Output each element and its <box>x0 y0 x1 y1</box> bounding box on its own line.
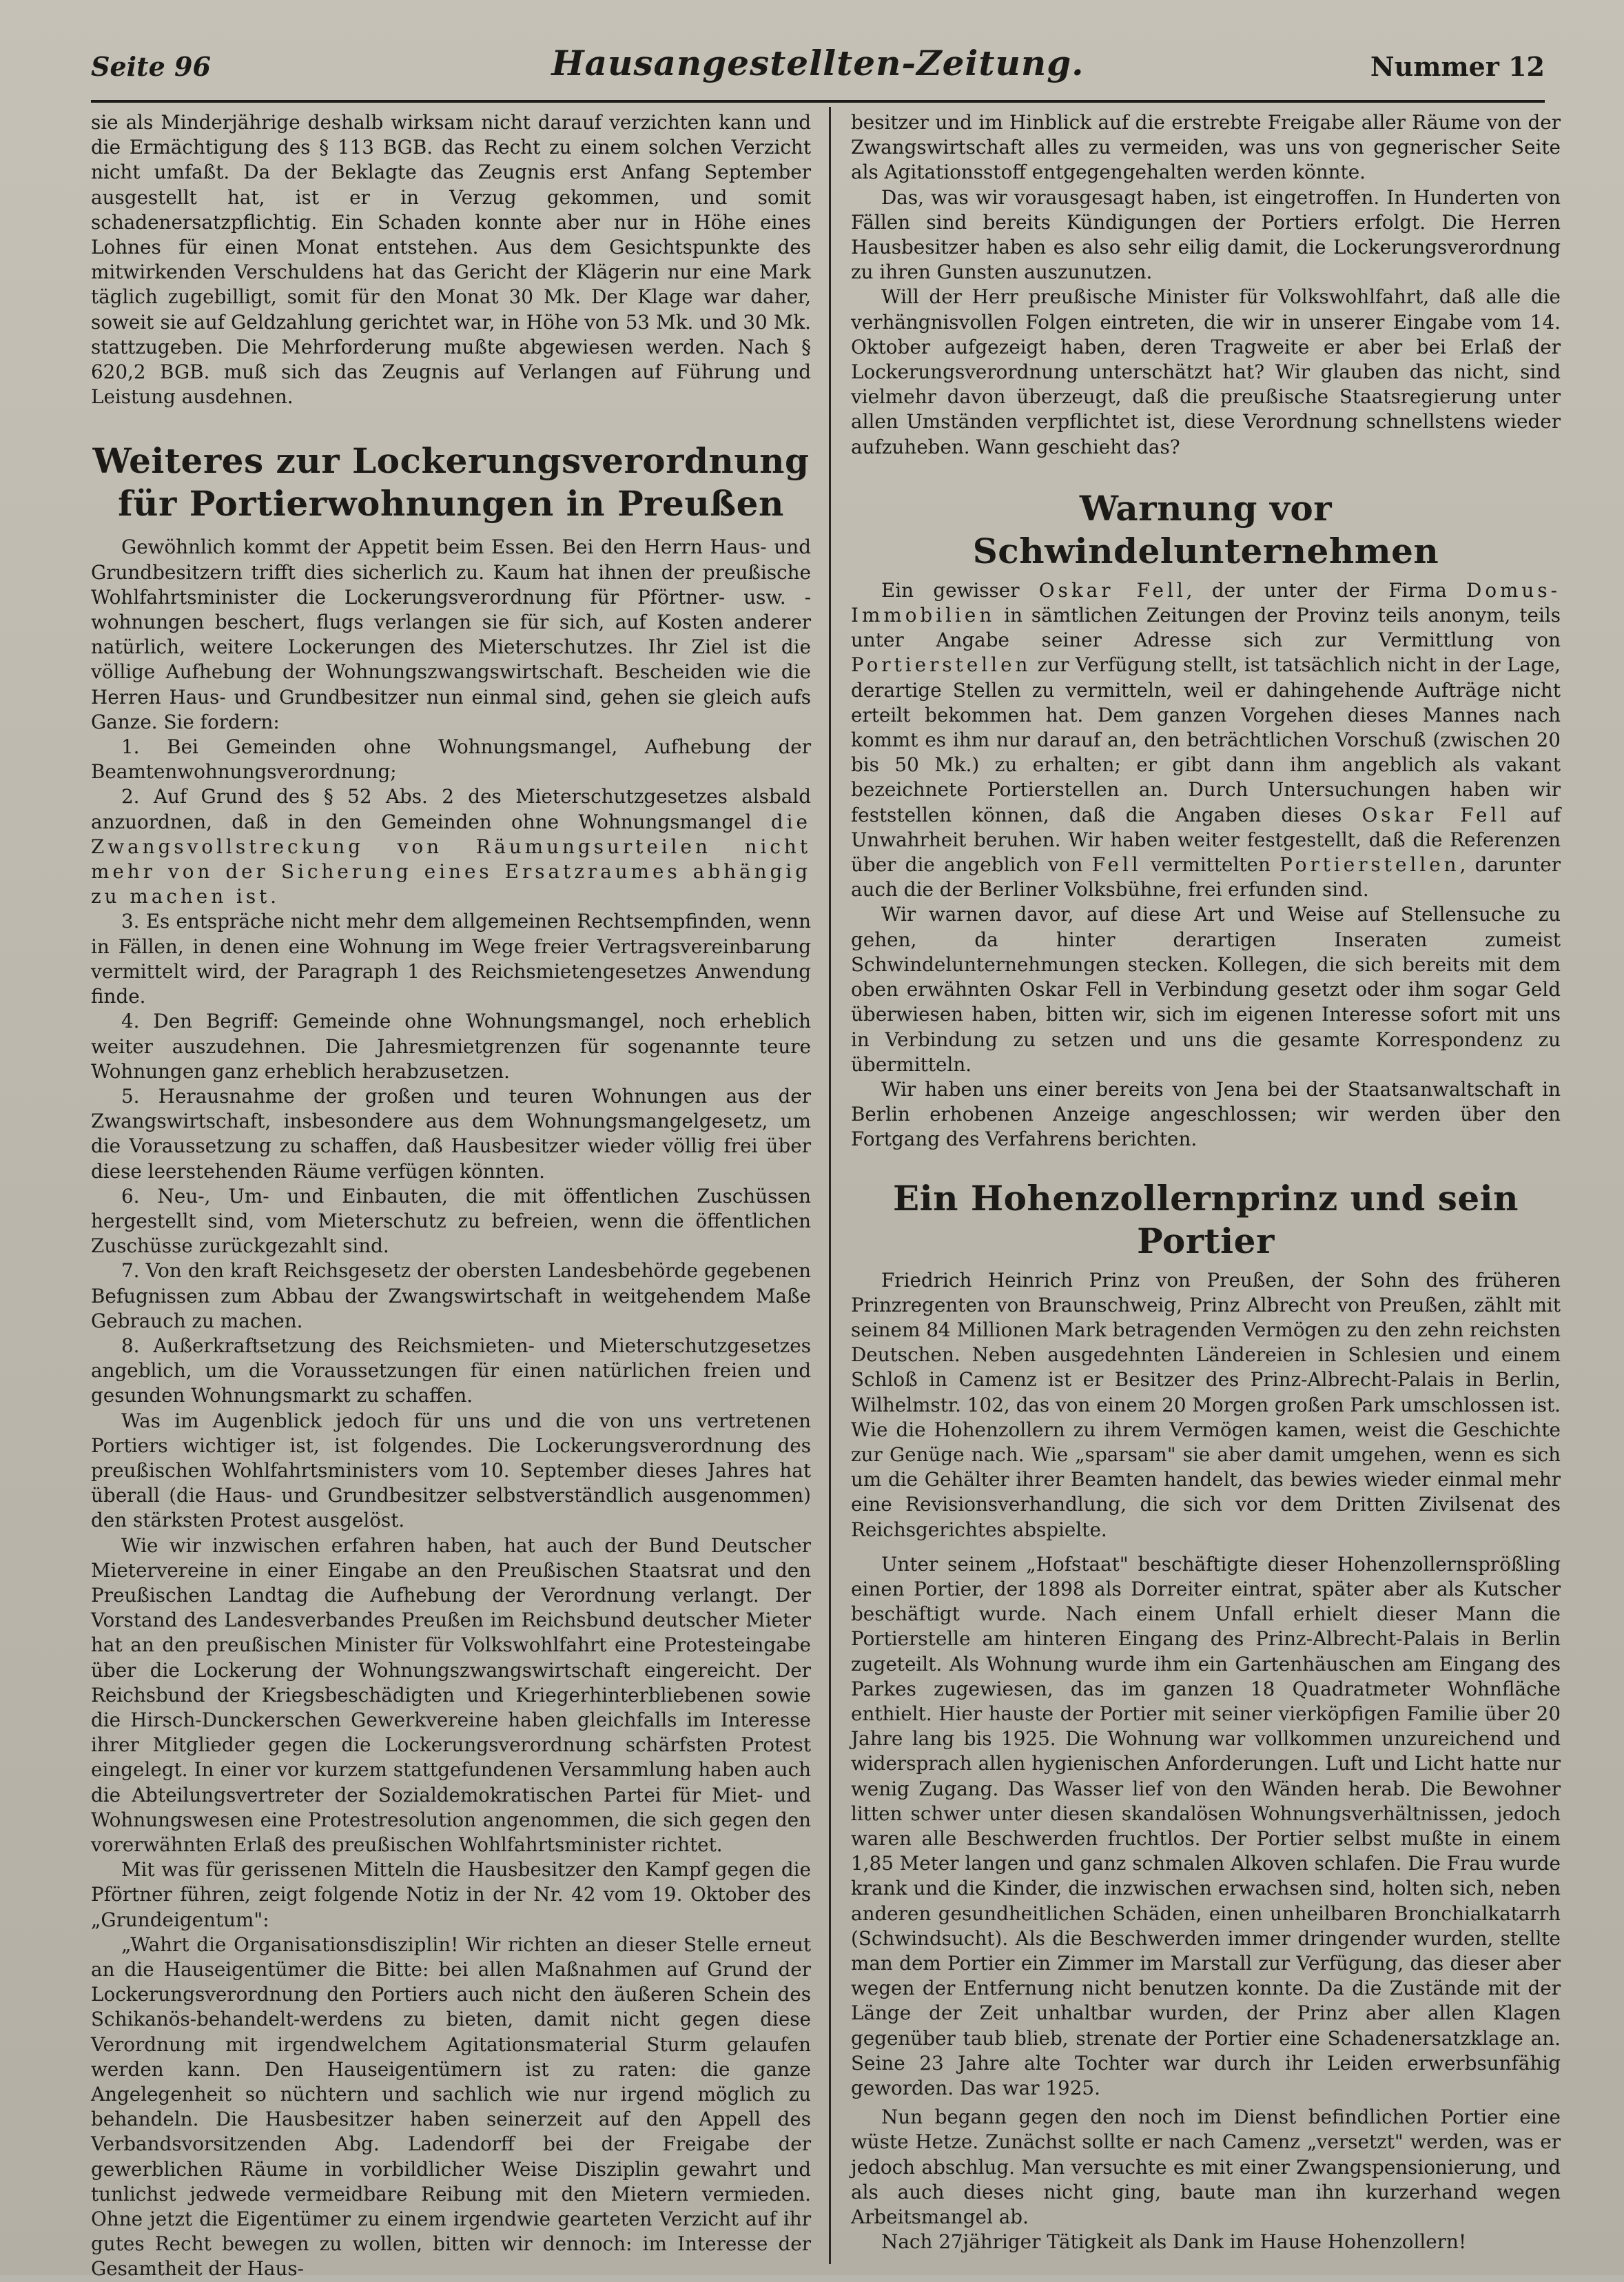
list-item <box>91 784 811 909</box>
list-item-text: 2. Auf Grund des § 52 Abs. 2 des Mieterschutzgesetzes alsbald anzuordnen, daß in den Gemeinden ohne Wohnungsmangel <box>91 785 811 833</box>
paragraph: Nach 27jähriger Tätigkeit als Dank im Hause Hohenzollern! <box>881 2230 1467 2254</box>
newspaper-title: Hausangestellten-Zeitung. <box>551 43 1085 83</box>
text-run: zur Verfügung stellt, ist tatsächlich nicht in der Lage, derartige Stellen zu vermitteln, weil er dahingehende Aufträge nicht erteilt bekommen hat. Dem ganzen Vorgehen dieses Mannes nach kommt es ihm nur darauf an, den beträchtlichen Vorschuß (zwischen 20 bis 50 Mk.) zu erhalten; er gibt dann ihm angeblich als vakant bezeichnete Portierstellen an. Durch Untersuchungen haben wir feststellen können, daß die Angaben dieses <box>851 653 1561 826</box>
page-header <box>91 43 1545 91</box>
paragraph: Wie wir inzwischen erfahren haben, hat auch der Bund Deutscher Mietervereine in einer Eingabe an den Preußischen Staatsrat und den Preußischen Landtag die Aufhebung der Verordnung verlangt. Der Vorstand des Landesverbandes Preußen im Reichsbund deutscher Mieter hat an den preußischen Minister für Volkswohlfahrt eine Protesteingabe über die Lockerung der Wohnungszwangswirtschaft eingereicht. Der Reichsbund der Kriegsbeschädigten und Kriegerhinterbliebenen sowie die Hirsch-Dunckerschen Gewerkvereine haben gleichfalls im Interesse ihrer Mitglieder gegen die Lockerungsverordnung schärfsten Protest eingelegt. In einer vor kurzem stattgefundenen Versammlung haben auch die Abteilungsvertreter der Sozialdemokratischen Partei für Miet- und Wohnungswesen eine Protestresolution angenommen, die sich gegen den vorerwähnten Erlaß des preußischen Wohlfahrtsminister richtet. <box>91 1534 811 1856</box>
list-item: 6. Neu-, Um- und Einbauten, die mit öffentlichen Zuschüssen hergestellt sind, vom Mieterschutz zu befreien, wenn die öffentlichen Zuschüsse zurückgezahlt sind. <box>91 1184 811 1258</box>
issue-number: Nummer 12 <box>1370 51 1545 82</box>
paragraph <box>851 578 1561 903</box>
article-heading-lockerung <box>91 440 811 525</box>
spaced-name: Oskar Fell <box>1361 803 1510 826</box>
article-heading-warnung: Warnung vor Schwindelunternehmen <box>972 487 1439 571</box>
paragraph: Friedrich Heinrich Prinz von Preußen, der Sohn des früheren Prinzregenten von Braunschweig, Prinz Albrecht von Preußen, zählt mit seinem 84 Millionen Mark betragenden Vermögen zu den zehn reichsten Deutschen. Neben ausgedehnten Ländereien in Schlesien und einem Schloß in Camenz ist er Besitzer des Prinz-Albrecht-Palais in Berlin, Wilhelmstr. 102, das von einem 20 Morgen großen Park umschlossen ist. Wie die Hohenzollern zu ihrem Vermögen kamen, weist die Geschichte zur Genüge nach. Wie „sparsam" sie aber damit umgehen, wenn es sich um die Gehälter ihrer Beamten handelt, das bewies wieder einmal mehr eine Revisionsverhandlung, die sich vor dem Dritten Zivilsenat des Reichsgerichtes abspielte. <box>851 1268 1561 1541</box>
text-run: , darunter auch die der Berliner Volksbühne, frei erfunden sind. <box>851 853 1561 901</box>
paragraph: Das, was wir vorausgesagt haben, ist eingetroffen. In Hunderten von Fällen sind bereits Kündigungen der Portiers erfolgt. Die Herren Hausbesitzer haben es also sehr eilig damit, die Lockerungsverordnung zu ihren Gunsten auszunutzen. <box>851 185 1561 284</box>
paragraph: Nun begann gegen den noch im Dienst befindlichen Portier eine wüste Hetze. Zunächst sollte er nach Camenz „versetzt" werden, was er jedoch abschlug. Man versuchte es mit einer Zwangspensionierung, und als auch dieses nicht ging, baute man ihn kurzerhand wegen Arbeitsmangel ab. <box>851 2106 1561 2229</box>
paragraph: Will der Herr preußische Minister für Volkswohlfahrt, daß alle die verhängnisvollen Folgen eintreten, die wir in unserer Eingabe vom 14. Oktober aufgezeigt haben, deren Tragweite er aber bei Erlaß der Lockerungsverordnung unterschätzt hat? Wir glauben das nicht, sind vielmehr davon überzeugt, daß die preußische Staatsregierung unter allen Umständen verpflichtet ist, diese Verordnung schnellstens wieder aufzuheben. Wann geschieht das? <box>851 285 1561 458</box>
continued-article-text: besitzer und im Hinblick auf die erstrebte Freigabe aller Räume von der Zwangswirtschaft alles zu vermeiden, was uns von gegnerischer Seite als Agitationsstoff entgegengehalten werden könnte. <box>851 111 1561 184</box>
list-item: 8. Außerkraftsetzung des Reichsmieten- und Mieterschutzgesetzes angeblich, um die Voraussetzungen für einen natürlichen freien und gesunden Wohnungsmarkt zu schaffen. <box>91 1334 811 1407</box>
list-item: 4. Den Begriff: Gemeinde ohne Wohnungsmangel, noch erheblich weiter auszudehnen. Die Jahresmietgrenzen für sogenannte teure Wohnungen ganz erheblich herabzusetzen. <box>91 1010 811 1083</box>
heading-line-2: für Portierwohnungen in Preußen <box>118 483 784 524</box>
text-run: Ein gewisser <box>881 578 1020 602</box>
right-column <box>851 110 1561 2254</box>
left-column <box>91 110 811 2282</box>
list-item: 1. Bei Gemeinden ohne Wohnungsmangel, Aufhebung der Beamtenwohnungsverordnung; <box>91 735 811 784</box>
continued-article-text: sie als Minderjährige deshalb wirksam nicht darauf verzichten kann und die Ermächtigung des § 113 BGB. das Recht zu einem solchen Verzicht nicht umfaßt. Da der Beklagte das Zeugnis erst Anfang September ausgestellt hat, ist er in Verzug gekommen, und somit schadenersatzpflichtig. Ein Schaden konnte aber nur in Höhe eines Lohnes für einen Monat entstehen. Aus dem Gesichtspunkte des mitwirkenden Verschuldens hat das Gericht der Klägerin nur eine Mark täglich zugebilligt, somit für den Monat 30 Mk. Der Klage war daher, soweit sie auf Geldzahlung gerichtet war, in Höhe von 53 Mk. und 30 Mk. stattzugeben. Die Mehrforderung mußte abgewiesen werden. Nach § 620,2 BGB. muß sich das Zeugnis auf Verlangen auf Führung und Leistung ausdehnen. <box>91 111 811 409</box>
column-divider <box>829 107 831 2264</box>
text-run: auf Unwahrheit beruhen. Wir haben weiter festgestellt, daß die Referenzen über die angeblich von <box>851 803 1561 877</box>
paragraph: Unter seinem „Hofstaat" beschäftigte dieser Hohenzollernsprößling einen Portier, der 1898 als Dorreiter eintrat, später aber als Kutscher beschäftigt wurde. Nach einem Unfall erhielt dieser Mann die Portierstelle am hinteren Eingang des Prinz-Albrecht-Palais in Berlin zugeteilt. Als Wohnung wurde ihm ein Gartenhäuschen am Eingang des Parkes zugewiesen, das im ganzen 18 Quadratmeter Wohnfläche enthielt. Hier hauste der Portier mit seiner vierköpfigen Familie über 20 Jahre lang bis 1925. Die Wohnung war vollkommen unzureichend und widersprach allen hygienischen Anforderungen. Luft und Licht hatte nur wenig Zugang. Das Wasser lief von den Wänden herab. Die Bewohner litten schwer unter diesen skandalösen Wohnungsverhältnissen, jedoch waren alle Beschwerden fruchtlos. Der Portier selbst mußte in einem 1,85 Meter langen und ganz schmalen Alkoven schlafen. Die Frau wurde krank und die Kinder, die inzwischen erwachsen sind, holten sich, neben anderen gesundheitlichen Schäden, einen unheilbaren Bronchialkatarrh (Schwindsucht). Als die Beschwerden immer dringender wurden, stellte man dem Portier ein Zimmer im Marstall zur Verfügung, das dieser aber wegen der Entfernung nicht benutzen konnte. Da die Zustände mit der Länge der Zeit unhaltbar wurden, der Prinz aber allen Klagen gegenüber taub blieb, strenate der Portier eine Schadenersatzklage an. Seine 23 Jahre alte Tochter war durch ihr Leiden erwerbsunfähig geworden. Das war 1925. <box>851 1552 1561 2100</box>
spaced-term: Portierstellen <box>1279 853 1460 877</box>
heading-line-1: Weiteres zur Lockerungsverordnung <box>92 440 810 482</box>
page-number: Seite 96 <box>91 51 211 82</box>
spaced-term: Portierstellen <box>851 653 1031 677</box>
list-item: 5. Herausnahme der großen und teuren Wohnungen aus der Zwangswirtschaft, insbesondere aus dem Wohnungsmangelgesetz, um die Voraussetzung zu schaffen, daß Hausbesitzer wieder völlig frei über diese leerstehenden Räume verfügen könnten. <box>91 1084 811 1183</box>
spaced-firm: Domus-Immobilien <box>851 578 1561 627</box>
article-heading-hohenzollern: Ein Hohenzollernprinz und sein Portier <box>892 1177 1519 1261</box>
paragraph: Wir warnen davor, auf diese Art und Weise auf Stellensuche zu gehen, da hinter derartigen Inseraten zumeist Schwindelunternehmungen stecken. Kollegen, die sich bereits mit dem oben erwähnten Oskar Fell in Verbindung gesetzt oder ihm sogar Geld überwiesen haben, bitten wir, sich im eigenen Interesse sofort mit uns in Verbindung zu setzen und uns die gesamte Korrespondenz zu übermitteln. <box>851 903 1561 1076</box>
text-run: in sämtlichen Zeitungen der Provinz teils anonym, teils unter Angabe seiner Adresse sich zur Vermittlung von <box>851 604 1561 652</box>
spaced-name: Oskar Fell <box>1038 578 1186 602</box>
spaced-emphasis: die Zwangsvollstreckung von Räumungsurteilen nicht mehr von der Sicherung eines Ersatzraumes abhängig zu machen ist. <box>91 810 811 908</box>
list-item: 3. Es entspräche nicht mehr dem allgemeinen Rechtsempfinden, wenn in Fällen, in denen eine Wohnung im Wege freier Vertragsvereinbarung vermittelt wird, der Paragraph 1 des Reichsmietengesetzes Anwendung finde. <box>91 910 811 1008</box>
spaced-name: Fell <box>1091 853 1142 877</box>
text-run: vermittelten <box>1150 853 1271 877</box>
paragraph: Was im Augenblick jedoch für uns und die von uns vertretenen Portiers wichtiger ist, ist folgendes. Die Lockerungsverordnung des preußischen Wohlfahrtsministers vom 10. September dieses Jahres hat überall (die Haus- und Grundbesitzer selbstverständlich ausgenommen) den stärksten Protest ausgelöst. <box>91 1409 811 1532</box>
text-run: , der unter der Firma <box>1186 578 1447 602</box>
header-rule <box>91 100 1545 103</box>
paragraph: Gewöhnlich kommt der Appetit beim Essen. Bei den Herrn Haus- und Grundbesitzern trifft dies sicherlich zu. Kaum hat ihnen der preußische Wohlfahrtsminister die Lockerungsverordnung für Pförtner- usw. -wohnungen beschert, flugs verlangen sie für sich, auf Kosten anderer natürlich, weitere Lockerungen des Mieterschutzes. Ihr Ziel ist die völlige Aufhebung der Wohnungszwangswirtschaft. Bescheiden wie die Herren Haus- und Grundbesitzer nun einmal sind, gehen sie gleich aufs Ganze. Sie fordern: <box>91 536 811 733</box>
paragraph: Wir haben uns einer bereits von Jena bei der Staatsanwaltschaft in Berlin erhobenen Anzeige angeschlossen; wir werden über den Fortgang des Verfahrens berichten. <box>851 1077 1561 1151</box>
quotation: „Wahrt die Organisationsdisziplin! Wir richten an dieser Stelle erneut an die Hauseigentümer die Bitte: bei allen Maßnahmen auf Grund der Lockerungsverordnung den Portiers auch nicht den äußeren Schein des Schikanös-behandelt-werdens zu bieten, damit nicht gegen diese Verordnung mit irgendwelchem Agitationsmaterial Sturm gelaufen werden kann. Den Hauseigentümern ist zu raten: die ganze Angelegenheit so nüchtern und sachlich wie nur irgend möglich zu behandeln. Die Hausbesitzer haben seinerzeit auf den Appell des Verbandsvorsitzenden Abg. Ladendorff bei der Freigabe der gewerblichen Räume in vorbildlicher Weise Disziplin gewahrt und tunlichst jedwede vermeidbare Reibung mit den Mietern vermieden. Ohne jetzt die Eigentümer zu einem irgendwie gearteten Verzicht auf ihr gutes Recht bewegen zu wollen, bitten wir dennoch: im Interesse der Gesamtheit der Haus- <box>91 1933 811 2281</box>
paragraph: Mit was für gerissenen Mitteln die Hausbesitzer den Kampf gegen die Pförtner führen, zeigt folgende Notiz in der Nr. 42 vom 19. Oktober des „Grundeigentum": <box>91 1858 811 1931</box>
list-item: 7. Von den kraft Reichsgesetz der obersten Landesbehörde gegebenen Befugnissen zum Abbau der Zwangswirtschaft in weitgehendem Maße Gebrauch zu machen. <box>91 1259 811 1332</box>
